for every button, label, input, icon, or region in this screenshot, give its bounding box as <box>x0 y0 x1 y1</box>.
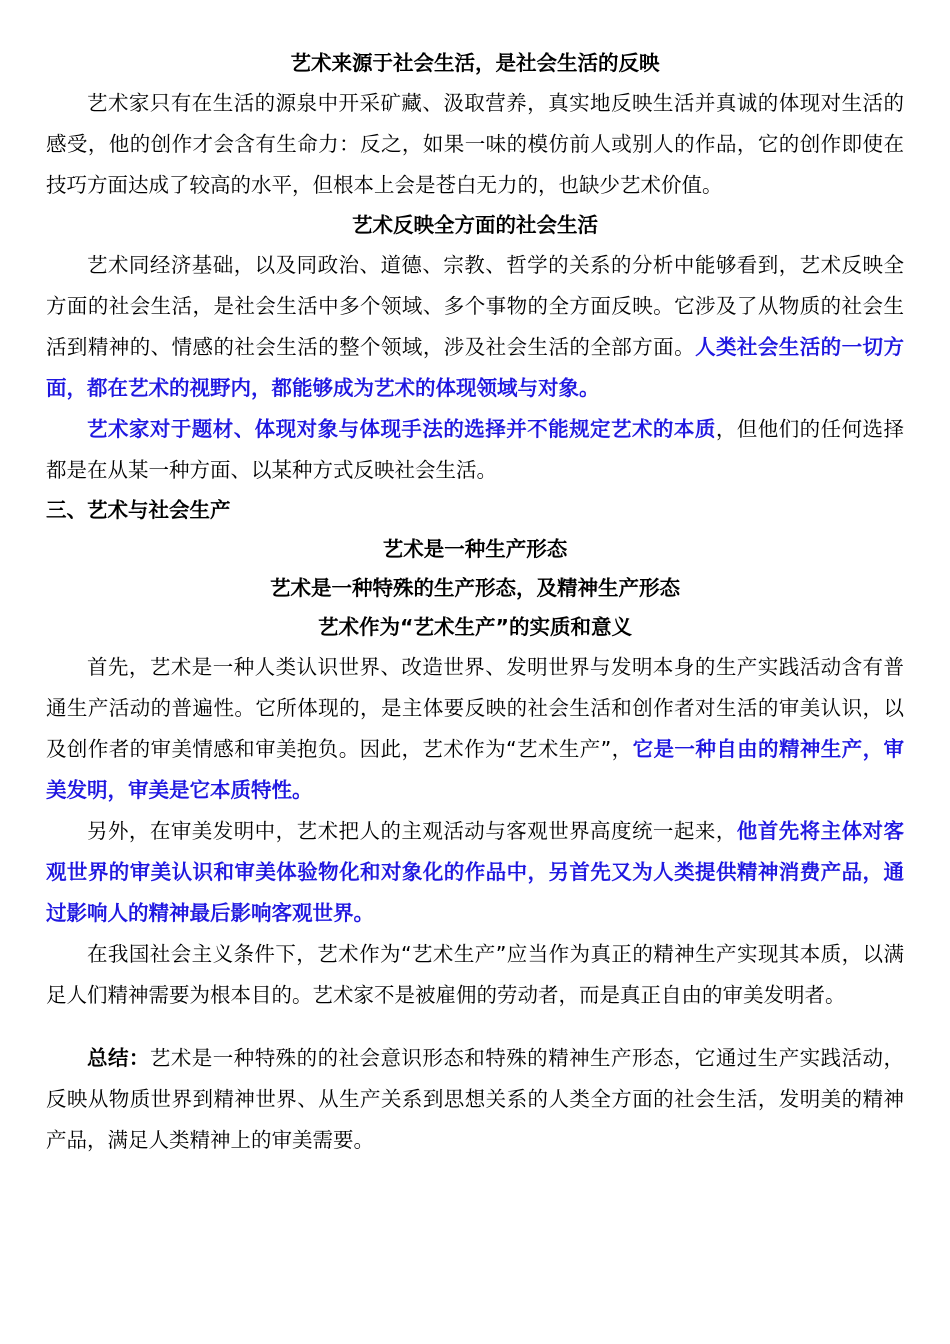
paragraph-text: 首先，艺术是一种人类认识世界、改造世界、发明世界与发明本身的生产实践活动含有普通生产活动的普遍性。它所体现的，是主体要反映的社会生活和创作者对生活的审美认识，以及创作者的审美情感和审美抱负。因此，艺术作为“艺术生产”， <box>46 655 904 761</box>
paragraph-art-reflects <box>46 245 904 409</box>
section-title-art-production: 三、艺术与社会生产 <box>46 498 231 522</box>
paragraph-moreover <box>46 811 904 934</box>
paragraph-text: ，但他们的任何选择都是在从某一种方面、以某种方式反映社会生活。 <box>46 417 905 482</box>
paragraph-socialism: 在我国社会主义条件下，艺术作为“艺术生产”应当作为真正的精神生产实现其本质，以满足人们精神需要为根本目的。艺术家不是被雇佣的劳动者，而是真正自由的审美发明者。 <box>46 942 904 1007</box>
highlight-text: 他首先将主体对客观世界的审美认识和审美体验物化和对象化的作品中，另首先又为人类提供精神消费产品，通过影响人的精神最后影响客观世界。 <box>46 819 905 925</box>
paragraph-artist-choice <box>46 409 904 491</box>
summary-text: 艺术是一种特殊的的社会意识形态和特殊的精神生产形态，它通过生产实践活动，反映从物质世界到精神世界、从生产关系到思想关系的人类全方面的社会生活，发明美的精神产品，满足人类精神上的审美需要。 <box>46 1046 905 1152</box>
highlight-text: 它是一种自由的精神生产，审美发明，审美是它本质特性。 <box>46 737 904 802</box>
heading-art-reflects-all: 艺术反映全方面的社会生活 <box>352 213 598 237</box>
paragraph-art-source: 艺术家只有在生活的源泉中开采矿藏、汲取营养，真实地反映生活并真诚的体现对生活的感受，他的创作才会含有生命力：反之，如果一味的模仿前人或别人的作品，它的创作即使在技巧方面达成了较高的水平，但根本上会是苍白无力的，也缺少艺术价值。 <box>46 91 904 197</box>
heading-art-from-life: 艺术来源于社会生活，是社会生活的反映 <box>290 51 660 75</box>
highlight-text: 艺术家对于题材、体现对象与体现手法的选择并不能规定艺术的本质 <box>87 417 716 441</box>
heading-art-production-form: 艺术是一种生产形态 <box>382 537 568 561</box>
heading-art-production-meaning: 艺术作为“艺术生产”的实质和意义 <box>318 615 632 639</box>
paragraph-text: 艺术同经济基础，以及同政治、道德、宗教、哲学的关系的分析中能够看到，艺术反映全方面的社会生活，是社会生活中多个领域、多个事物的全方面反映。它涉及了从物质的社会生活到精神的、情感的社会生活的整个领域，涉及社会生活的全部方面。 <box>46 253 904 359</box>
paragraph-first <box>46 647 904 811</box>
paragraph-text: 另外，在审美发明中，艺术把人的主观活动与客观世界高度统一起来， <box>87 819 737 843</box>
heading-special-production: 艺术是一种特殊的生产形态，及精神生产形态 <box>270 576 680 600</box>
highlight-text: 人类社会生活的一切方面，都在艺术的视野内，都能够成为艺术的体现领域与对象。 <box>46 335 904 400</box>
spacer <box>46 1016 904 1038</box>
paragraph-summary <box>46 1038 904 1161</box>
summary-label: 总结： <box>87 1046 150 1070</box>
